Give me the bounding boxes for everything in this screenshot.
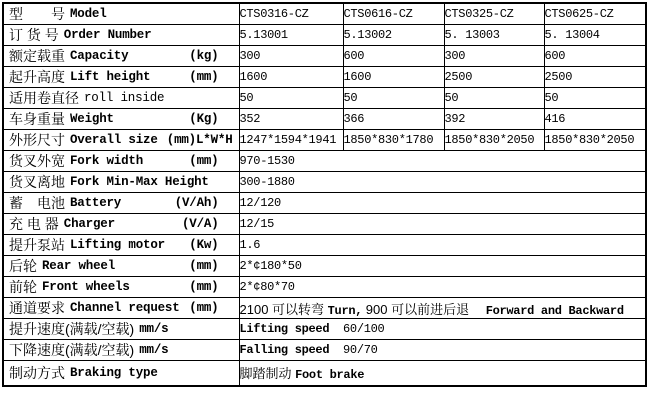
label-unit: (mm) [189,259,219,273]
table-row [3,235,646,256]
row-label-cell [3,3,239,25]
label-english: Capacity [70,49,129,63]
value-cell: 366 [343,109,444,130]
table-row [3,319,646,340]
row-label [4,193,239,213]
value-cell: 50 [239,88,343,109]
value-cell-merged: 12/15 [239,214,646,235]
value-cell-merged [239,340,646,361]
table-row [3,109,646,130]
label-chinese: 通道要求 [9,300,65,316]
label-unit: (kg) [189,49,219,63]
row-label [4,88,239,108]
value-cell-merged: 12/120 [239,193,646,214]
value-segment: Forward and Backward [485,303,624,318]
label-unit: (mm) [189,280,219,294]
value-cell: 1850*830*1780 [343,130,444,151]
value-cell: 1850*830*2050 [444,130,544,151]
value-cell: CTS0316-CZ [239,3,343,25]
label-unit: (V/A) [181,217,219,231]
label-unit: (Kg) [189,112,219,126]
row-label [4,235,239,255]
row-label [4,4,239,24]
value-cell-merged: 2*¢180*50 [239,256,646,277]
label-chinese: 前轮 [9,279,37,295]
row-label [4,109,239,129]
label-english: Rear wheel [42,259,116,273]
label-chinese: 货叉外宽 [9,153,65,169]
label-english: Lift height [70,70,151,84]
value-cell: 50 [544,88,646,109]
value-cell: 50 [444,88,544,109]
value-cell-merged [239,361,646,386]
value-segment: Foot brake [295,368,365,383]
label-unit: (mm) [189,154,219,168]
label-english: Fork width [70,154,144,168]
label-english: mm/s [139,322,169,336]
table-row [3,298,646,319]
row-label-cell [3,256,239,277]
table-row [3,25,646,46]
row-label [4,25,239,45]
table-row [3,46,646,67]
row-label-cell [3,361,239,386]
row-label-cell [3,235,239,256]
label-english: Braking type [70,365,158,380]
table-row [3,277,646,298]
row-label-cell [3,88,239,109]
row-label-cell [3,298,239,319]
label-english: Model [70,7,107,21]
value-cell: 1600 [343,67,444,88]
label-english: Channel request [70,301,180,315]
value-cell: CTS0325-CZ [444,3,544,25]
value-cell-merged: 1.6 [239,235,646,256]
table-row [3,67,646,88]
label-english: Lifting motor [70,238,165,252]
label-chinese: 充 电 器 [9,216,59,232]
row-label [4,214,239,234]
value-segment: Turn, [327,303,363,318]
table-row [3,172,646,193]
value-cell: 352 [239,109,343,130]
table-row [3,130,646,151]
value-cell: CTS0616-CZ [343,3,444,25]
label-unit: (Kw) [189,238,219,252]
row-label-cell [3,130,239,151]
label-unit: (V/Ah) [174,196,219,210]
row-label-cell [3,25,239,46]
value-cell: 600 [343,46,444,67]
label-chinese: 提升速度(满载/空载) [9,321,135,337]
label-chinese: 货叉离地 [9,174,65,190]
value-cell: 1600 [239,67,343,88]
label-english: Fork Min-Max Height [70,175,209,189]
row-label-cell [3,151,239,172]
value-segment: Lifting speed [239,322,330,336]
label-chinese: 下降速度(满载/空载) [9,342,135,358]
label-chinese: 后轮 [9,258,37,274]
value-cell-merged: 970-1530 [239,151,646,172]
row-label [4,46,239,66]
label-english: mm/s [139,343,169,357]
value-cell: 1247*1594*1941 [239,130,343,151]
row-label-cell [3,109,239,130]
label-unit: (mm)L*W*H [166,133,233,147]
value-cell-merged: 300-1880 [239,172,646,193]
label-chinese: 型 号 [9,6,65,22]
row-label [4,277,239,297]
value-cell-merged [239,319,646,340]
row-label [4,319,239,339]
value-cell: 5.13001 [239,25,343,46]
table-row [3,151,646,172]
value-segment: 900 可以前进后退 [362,301,486,317]
row-label-cell [3,277,239,298]
table-row [3,214,646,235]
row-label [4,151,239,171]
value-cell: 416 [544,109,646,130]
label-chinese: 起升高度 [9,69,65,85]
value-cell: 2500 [544,67,646,88]
value-cell: 600 [544,46,646,67]
label-unit: (mm) [189,70,219,84]
label-english: Front wheels [42,280,130,294]
table-row [3,340,646,361]
row-label [4,340,239,360]
label-chinese: 订 货 号 [9,27,59,43]
value-cell: 1850*830*2050 [544,130,646,151]
value-cell: CTS0625-CZ [544,3,646,25]
label-chinese: 提升泵站 [9,237,65,253]
label-chinese: 蓄 电池 [9,195,65,211]
row-label [4,363,239,383]
label-english: Battery [70,196,122,210]
label-english: roll inside [84,91,165,105]
row-label [4,298,239,318]
value-segment: 脚踏制动 [239,366,296,382]
table-row [3,88,646,109]
row-label-cell [3,67,239,88]
label-chinese: 制动方式 [9,364,65,381]
label-english: Weight [70,112,114,126]
label-english: Overall size [70,133,158,147]
row-label [4,130,239,150]
value-cell: 5. 13003 [444,25,544,46]
value-cell: 5.13002 [343,25,444,46]
row-label-cell [3,340,239,361]
row-label-cell [3,46,239,67]
value-segment: 60/100 [329,322,385,336]
spec-table-body [3,3,646,386]
table-row [3,3,646,25]
table-row [3,361,646,386]
value-segment: 90/70 [329,343,378,357]
row-label-cell [3,319,239,340]
row-label [4,172,239,192]
value-cell: 5. 13004 [544,25,646,46]
value-cell-merged [239,298,646,319]
row-label [4,67,239,87]
row-label-cell [3,193,239,214]
spec-table [2,2,647,387]
row-label-cell [3,214,239,235]
value-cell: 2500 [444,67,544,88]
value-cell: 50 [343,88,444,109]
row-label-cell [3,172,239,193]
label-chinese: 车身重量 [9,111,65,127]
value-cell: 300 [444,46,544,67]
value-segment: Falling speed [239,343,330,357]
value-cell: 392 [444,109,544,130]
table-row [3,193,646,214]
label-chinese: 适用卷直径 [9,90,79,106]
table-row [3,256,646,277]
label-chinese: 额定载重 [9,48,65,64]
label-unit: (mm) [189,301,219,315]
label-english: Charger [63,217,115,231]
label-english: Order Number [63,28,152,42]
value-segment: 2100 可以转弯 [239,301,328,317]
value-cell: 300 [239,46,343,67]
label-chinese: 外形尺寸 [9,132,65,148]
row-label [4,256,239,276]
value-cell-merged: 2*¢80*70 [239,277,646,298]
